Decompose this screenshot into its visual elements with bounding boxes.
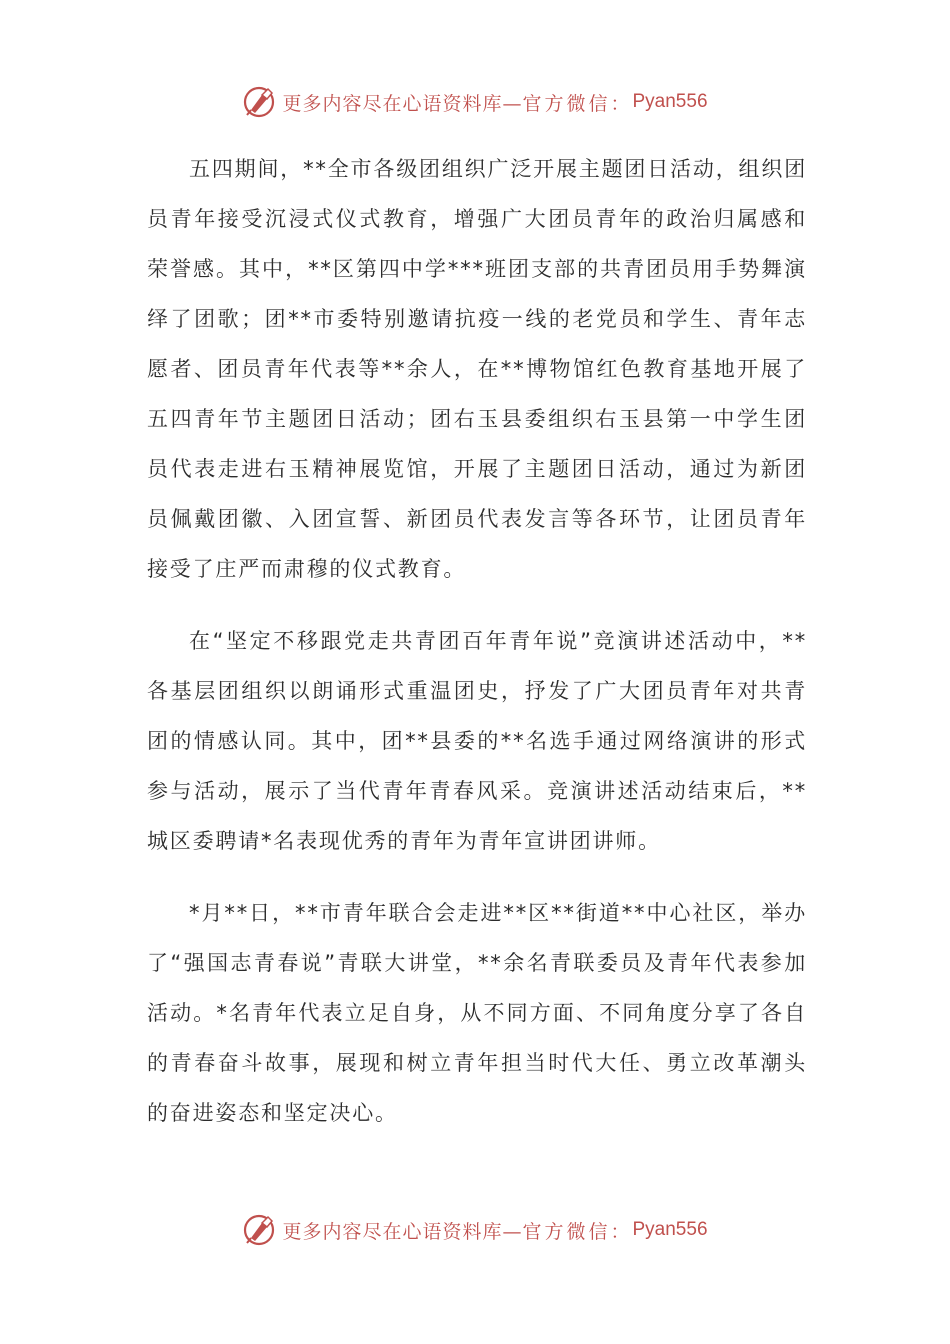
paragraph-3: *月**日，**市青年联合会走进**区**街道**中心社区，举办了“强国志青春说”青联大讲堂，**余名青联委员及青年代表参加活动。*名青年代表立足自身，从不同方面、不同角度分享了各自的青春奋斗故事，展现和树立青年担当时代大任、勇立改革潮头的奋进姿态和坚定决心。 xyxy=(147,901,807,1125)
pen-nib-logo-icon xyxy=(242,1213,276,1247)
banner-main-text: 更多内容尽在心语资料库— xyxy=(282,1220,523,1243)
document-body xyxy=(147,144,807,1160)
footer-banner xyxy=(0,1210,950,1250)
paragraph-1: 五四期间，**全市各级团组织广泛开展主题团日活动，组织团员青年接受沉浸式仪式教育，增强广大团员青年的政治归属感和荣誉感。其中，**区第四中学***班团支部的共青团员用手势舞演绎了团歌；团**市委特别邀请抗疫一线的老党员和学生、青年志愿者、团员青年代表等**余人，在**博物馆红色教育基地开展了五四青年节主题团日活动；团右玉县委组织右玉县第一中学生团员代表走进右玉精神展览馆，开展了主题团日活动，通过为新团员佩戴团徽、入团宣誓、新团员代表发言等各环节，让团员青年接受了庄严而肃穆的仪式教育。 xyxy=(147,157,807,581)
paragraph-2: 在“坚定不移跟党走共青团百年青年说”竞演讲述活动中，**各基层团组织以朗诵形式重温团史，抒发了广大团员青年对共青团的情感认同。其中，团**县委的**名选手通过网络演讲的形式参与活动，展示了当代青年青春风采。竞演讲述活动结束后，**城区委聘请*名表现优秀的青年为青年宣讲团讲师。 xyxy=(147,629,807,853)
pen-nib-logo-icon xyxy=(242,85,276,119)
banner-wechat-id: Pyan556 xyxy=(632,1219,708,1240)
banner-wechat-label: 官方微信： xyxy=(522,1220,633,1243)
banner-main-text: 更多内容尽在心语资料库— xyxy=(282,92,523,115)
header-banner xyxy=(0,82,950,122)
banner-wechat-id: Pyan556 xyxy=(632,91,708,112)
banner-wechat-label: 官方微信： xyxy=(522,92,633,115)
